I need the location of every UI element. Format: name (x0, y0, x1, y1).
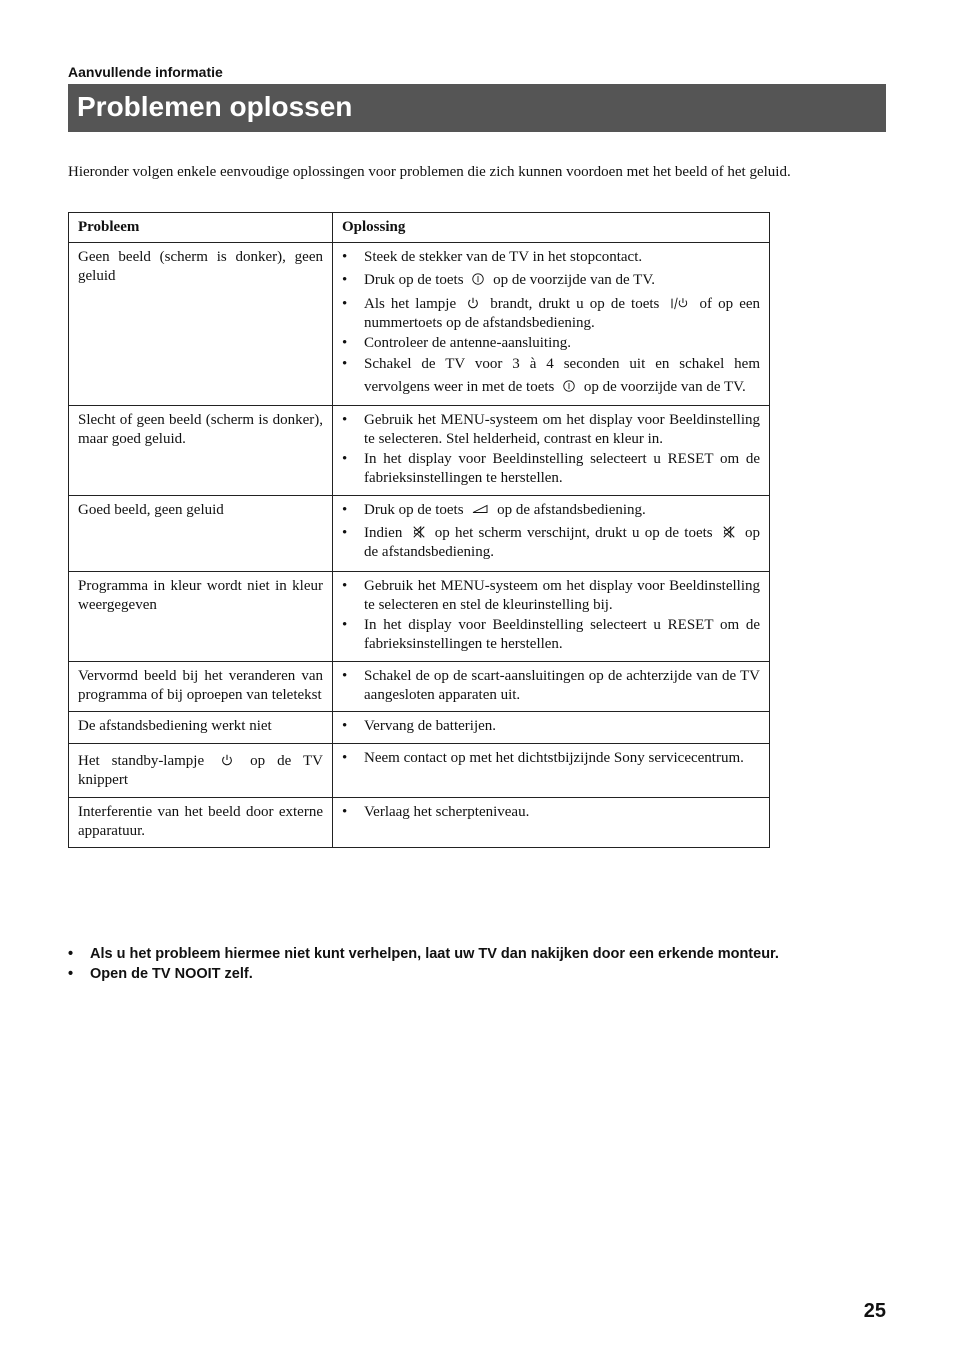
volume-icon (470, 502, 490, 516)
table-row (69, 712, 770, 743)
table-row (69, 797, 770, 848)
on-standby-toggle-icon (668, 296, 690, 310)
problem-cell: Goed beeld, geen geluid (69, 495, 333, 571)
solution-cell (333, 661, 770, 712)
problem-cell: Geen beeld (scherm is donker), geen geluid (69, 243, 333, 406)
page-number: 25 (863, 1300, 886, 1322)
table-header-row (69, 213, 770, 243)
table-row (69, 406, 770, 496)
solution-item: • Druk op de toets op de voorzijde van de TV. (342, 271, 760, 290)
solution-item: • Schakel de TV voor 3 à 4 seconden uit en schakel hem vervolgens weer in met de toets op de voorzijde van de TV. (342, 353, 760, 399)
troubleshooting-table (68, 212, 770, 848)
header-problem: Probleem (69, 213, 333, 243)
standby-icon (465, 296, 481, 310)
solution-item: • In het display voor Beeldinstelling selecteert u RESET om de fabrieksinstellingen te herstellen. (342, 450, 760, 489)
solution-item: • Gebruik het MENU-systeem om het display voor Beeldinstelling te selecteren en stel de kleurinstelling bij. (342, 577, 760, 616)
note-item: • Open de TV NOOIT zelf. (68, 965, 888, 985)
problem-cell: De afstandsbediening werkt niet (69, 712, 333, 743)
standby-icon (219, 753, 235, 767)
table-row (69, 571, 770, 661)
solution-cell (333, 495, 770, 571)
mute-icon (721, 525, 737, 539)
solution-item: • In het display voor Beeldinstelling selecteert u RESET om de fabrieksinstellingen te herstellen. (342, 616, 760, 655)
header-solution: Oplossing (333, 213, 770, 243)
important-notes (68, 945, 888, 984)
solution-item: • Druk op de toets op de afstandsbediening. (342, 501, 760, 520)
solution-cell (333, 406, 770, 496)
table-row (69, 661, 770, 712)
solution-item: • Neem contact op met het dichtstbijzijnde Sony servicecentrum. (342, 749, 760, 768)
problem-cell: Vervormd beeld bij het veranderen van programma of bij oproepen van teletekst (69, 661, 333, 712)
intro-text: Hieronder volgen enkele eenvoudige oplossingen voor problemen die zich kunnen voordoen met het beeld of het geluid. (68, 164, 791, 180)
mute-icon (411, 525, 427, 539)
problem-cell: Slecht of geen beeld (scherm is donker), maar goed geluid. (69, 406, 333, 496)
solution-cell (333, 797, 770, 848)
power-button-icon (561, 379, 577, 393)
solution-cell (333, 571, 770, 661)
solution-item: • Verlaag het scherpteniveau. (342, 803, 760, 822)
problem-cell: Programma in kleur wordt niet in kleur weergegeven (69, 571, 333, 661)
problem-cell: Het standby-lampje op de TV knippert (69, 743, 333, 797)
power-button-icon (470, 272, 486, 286)
solution-cell (333, 743, 770, 797)
page-title: Problemen oplossen (77, 91, 353, 122)
solution-cell (333, 712, 770, 743)
solution-cell (333, 243, 770, 406)
solution-item: • Controleer de antenne-aansluiting. (342, 334, 760, 353)
table-row (69, 495, 770, 571)
solution-item: • Schakel de op de scart-aansluitingen op de achterzijde van de TV aangesloten apparaten uit. (342, 667, 760, 706)
solution-item: • Als het lampje brandt, drukt u op de toets of op een nummertoets op de afstandsbediening. (342, 295, 760, 334)
note-item: • Als u het probleem hiermee niet kunt verhelpen, laat uw TV dan nakijken door een erkende monteur. (68, 945, 888, 965)
section-label: Aanvullende informatie (68, 64, 223, 80)
table-row (69, 243, 770, 406)
table-row (69, 743, 770, 797)
solution-item: • Steek de stekker van de TV in het stopcontact. (342, 248, 760, 267)
title-bar (68, 84, 886, 132)
solution-item: • Vervang de batterijen. (342, 717, 760, 736)
solution-item: • Gebruik het MENU-systeem om het display voor Beeldinstelling te selecteren. Stel helderheid, contrast en kleur in. (342, 411, 760, 450)
solution-item: • Indien op het scherm verschijnt, drukt u op de toets op de afstandsbediening. (342, 524, 760, 563)
problem-cell: Interferentie van het beeld door externe apparatuur. (69, 797, 333, 848)
